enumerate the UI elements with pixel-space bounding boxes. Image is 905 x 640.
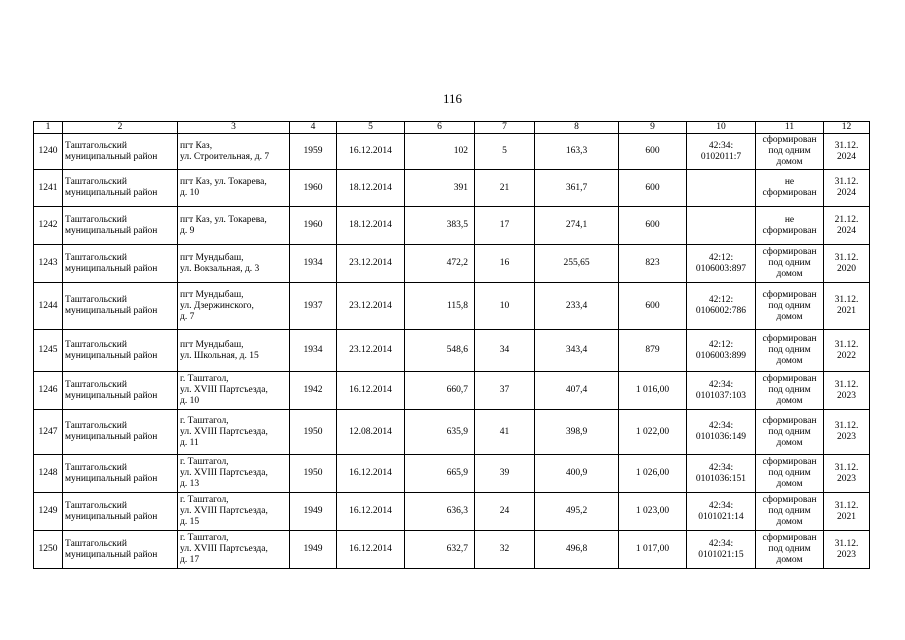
cell-area-2: 398,9 <box>535 410 619 455</box>
cell-year: 1937 <box>290 283 337 330</box>
cell-deadline: 31.12. 2021 <box>824 493 870 531</box>
cell-number: 1250 <box>34 531 63 569</box>
cell-deadline: 31.12. 2020 <box>824 245 870 283</box>
cell-district: Таштагольский муниципальный район <box>63 410 178 455</box>
cell-area-2: 496,8 <box>535 531 619 569</box>
col-header: 4 <box>290 122 337 134</box>
cell-value: 600 <box>619 170 687 207</box>
cell-date: 23.12.2014 <box>337 330 405 372</box>
cell-address: пгт Каз, ул. Токарева, д. 9 <box>178 207 290 245</box>
cell-year: 1942 <box>290 372 337 410</box>
table-row <box>34 245 870 283</box>
cell-address: пгт Мундыбаш, ул. Вокзальная, д. 3 <box>178 245 290 283</box>
cell-year: 1950 <box>290 410 337 455</box>
cell-cadastral: 42:12: 0106002:786 <box>687 283 756 330</box>
cell-district: Таштагольский муниципальный район <box>63 170 178 207</box>
col-header: 2 <box>63 122 178 134</box>
cell-cadastral: 42:34: 0101021:15 <box>687 531 756 569</box>
cell-value: 600 <box>619 283 687 330</box>
cell-deadline: 31.12. 2023 <box>824 531 870 569</box>
cell-date: 18.12.2014 <box>337 170 405 207</box>
cell-area: 548,6 <box>405 330 475 372</box>
col-header: 8 <box>535 122 619 134</box>
cell-date: 18.12.2014 <box>337 207 405 245</box>
cell-district: Таштагольский муниципальный район <box>63 455 178 493</box>
cell-count: 16 <box>475 245 535 283</box>
cell-status: сформирован под одним домом <box>756 245 824 283</box>
cell-number: 1248 <box>34 455 63 493</box>
cell-year: 1949 <box>290 531 337 569</box>
cell-number: 1247 <box>34 410 63 455</box>
cell-status: не сформирован <box>756 170 824 207</box>
cell-date: 23.12.2014 <box>337 283 405 330</box>
cell-cadastral: 42:12: 0106003:897 <box>687 245 756 283</box>
cell-value: 1 016,00 <box>619 372 687 410</box>
cell-area-2: 233,4 <box>535 283 619 330</box>
table-row <box>34 170 870 207</box>
cell-value: 1 023,00 <box>619 493 687 531</box>
cell-district: Таштагольский муниципальный район <box>63 330 178 372</box>
cell-area: 115,8 <box>405 283 475 330</box>
cell-address: пгт Каз, ул. Строительная, д. 7 <box>178 134 290 170</box>
cell-area: 660,7 <box>405 372 475 410</box>
cell-status: сформирован под одним домом <box>756 493 824 531</box>
cell-area: 636,3 <box>405 493 475 531</box>
cell-address: г. Таштагол, ул. XVIII Партсъезда, д. 13 <box>178 455 290 493</box>
cell-cadastral: 42:34: 0101037:103 <box>687 372 756 410</box>
cell-status: сформирован под одним домом <box>756 283 824 330</box>
col-header: 11 <box>756 122 824 134</box>
cell-deadline: 31.12. 2022 <box>824 330 870 372</box>
cell-value: 879 <box>619 330 687 372</box>
cell-deadline: 31.12. 2024 <box>824 170 870 207</box>
table-row <box>34 455 870 493</box>
cell-deadline: 31.12. 2023 <box>824 410 870 455</box>
cell-district: Таштагольский муниципальный район <box>63 493 178 531</box>
cell-number: 1241 <box>34 170 63 207</box>
cell-date: 23.12.2014 <box>337 245 405 283</box>
cell-number: 1243 <box>34 245 63 283</box>
cell-deadline: 31.12. 2023 <box>824 455 870 493</box>
cell-value: 1 017,00 <box>619 531 687 569</box>
cell-area: 383,5 <box>405 207 475 245</box>
table-row <box>34 493 870 531</box>
cell-date: 12.08.2014 <box>337 410 405 455</box>
col-header: 5 <box>337 122 405 134</box>
cell-date: 16.12.2014 <box>337 134 405 170</box>
cell-count: 32 <box>475 531 535 569</box>
cell-area-2: 274,1 <box>535 207 619 245</box>
cell-year: 1959 <box>290 134 337 170</box>
cell-value: 600 <box>619 207 687 245</box>
col-header: 12 <box>824 122 870 134</box>
cell-area-2: 255,65 <box>535 245 619 283</box>
cell-area: 102 <box>405 134 475 170</box>
cell-address: г. Таштагол, ул. XVIII Партсъезда, д. 17 <box>178 531 290 569</box>
cell-date: 16.12.2014 <box>337 493 405 531</box>
cell-cadastral <box>687 207 756 245</box>
cell-area: 632,7 <box>405 531 475 569</box>
cell-area-2: 407,4 <box>535 372 619 410</box>
cell-count: 41 <box>475 410 535 455</box>
cell-area: 391 <box>405 170 475 207</box>
col-header: 7 <box>475 122 535 134</box>
cell-year: 1949 <box>290 493 337 531</box>
cell-area-2: 343,4 <box>535 330 619 372</box>
cell-deadline: 31.12. 2021 <box>824 283 870 330</box>
cell-value: 600 <box>619 134 687 170</box>
cell-year: 1960 <box>290 170 337 207</box>
cell-number: 1246 <box>34 372 63 410</box>
cell-count: 24 <box>475 493 535 531</box>
cell-count: 10 <box>475 283 535 330</box>
cell-deadline: 31.12. 2024 <box>824 134 870 170</box>
col-header: 1 <box>34 122 63 134</box>
cell-cadastral: 42:12: 0106003:899 <box>687 330 756 372</box>
cell-status: сформирован под одним домом <box>756 531 824 569</box>
cell-year: 1934 <box>290 245 337 283</box>
cell-year: 1950 <box>290 455 337 493</box>
cell-year: 1960 <box>290 207 337 245</box>
cell-count: 34 <box>475 330 535 372</box>
cell-cadastral <box>687 170 756 207</box>
page-number: 116 <box>442 91 463 106</box>
col-header: 3 <box>178 122 290 134</box>
cell-address: г. Таштагол, ул. XVIII Партсъезда, д. 15 <box>178 493 290 531</box>
cell-area-2: 495,2 <box>535 493 619 531</box>
cell-cadastral: 42:34: 0101021:14 <box>687 493 756 531</box>
cell-area: 635,9 <box>405 410 475 455</box>
cell-number: 1242 <box>34 207 63 245</box>
cell-address: г. Таштагол, ул. XVIII Партсъезда, д. 11 <box>178 410 290 455</box>
cell-number: 1240 <box>34 134 63 170</box>
cell-count: 39 <box>475 455 535 493</box>
cell-count: 37 <box>475 372 535 410</box>
cell-cadastral: 42:34: 0101036:149 <box>687 410 756 455</box>
cell-area-2: 163,3 <box>535 134 619 170</box>
cell-value: 1 022,00 <box>619 410 687 455</box>
table-row <box>34 372 870 410</box>
cell-address: пгт Каз, ул. Токарева, д. 10 <box>178 170 290 207</box>
cell-date: 16.12.2014 <box>337 455 405 493</box>
column-number-row <box>34 122 870 134</box>
cell-district: Таштагольский муниципальный район <box>63 372 178 410</box>
table-row <box>34 283 870 330</box>
cell-area-2: 361,7 <box>535 170 619 207</box>
cell-count: 17 <box>475 207 535 245</box>
col-header: 9 <box>619 122 687 134</box>
cell-area-2: 400,9 <box>535 455 619 493</box>
cell-status: не сформирован <box>756 207 824 245</box>
cell-status: сформирован под одним домом <box>756 330 824 372</box>
cell-date: 16.12.2014 <box>337 372 405 410</box>
cell-district: Таштагольский муниципальный район <box>63 207 178 245</box>
cell-status: сформирован под одним домом <box>756 410 824 455</box>
cell-value: 823 <box>619 245 687 283</box>
cell-district: Таштагольский муниципальный район <box>63 245 178 283</box>
cell-address: г. Таштагол, ул. XVIII Партсъезда, д. 10 <box>178 372 290 410</box>
table-row <box>34 207 870 245</box>
cell-district: Таштагольский муниципальный район <box>63 531 178 569</box>
cell-cadastral: 42:34: 0101036:151 <box>687 455 756 493</box>
table-row <box>34 330 870 372</box>
cell-status: сформирован под одним домом <box>756 372 824 410</box>
housing-register-table <box>33 121 870 569</box>
col-header: 6 <box>405 122 475 134</box>
cell-value: 1 026,00 <box>619 455 687 493</box>
cell-date: 16.12.2014 <box>337 531 405 569</box>
col-header: 10 <box>687 122 756 134</box>
cell-count: 5 <box>475 134 535 170</box>
cell-status: сформирован под одним домом <box>756 455 824 493</box>
cell-count: 21 <box>475 170 535 207</box>
cell-address: пгт Мундыбаш, ул. Дзержинского, д. 7 <box>178 283 290 330</box>
table-row <box>34 134 870 170</box>
cell-deadline: 31.12. 2023 <box>824 372 870 410</box>
cell-district: Таштагольский муниципальный район <box>63 283 178 330</box>
cell-area: 665,9 <box>405 455 475 493</box>
cell-address: пгт Мундыбаш, ул. Школьная, д. 15 <box>178 330 290 372</box>
cell-area: 472,2 <box>405 245 475 283</box>
cell-cadastral: 42:34: 0102011:7 <box>687 134 756 170</box>
cell-number: 1249 <box>34 493 63 531</box>
cell-status: сформирован под одним домом <box>756 134 824 170</box>
cell-district: Таштагольский муниципальный район <box>63 134 178 170</box>
table-row <box>34 531 870 569</box>
cell-year: 1934 <box>290 330 337 372</box>
cell-number: 1244 <box>34 283 63 330</box>
cell-number: 1245 <box>34 330 63 372</box>
cell-deadline: 21.12. 2024 <box>824 207 870 245</box>
table-row <box>34 410 870 455</box>
